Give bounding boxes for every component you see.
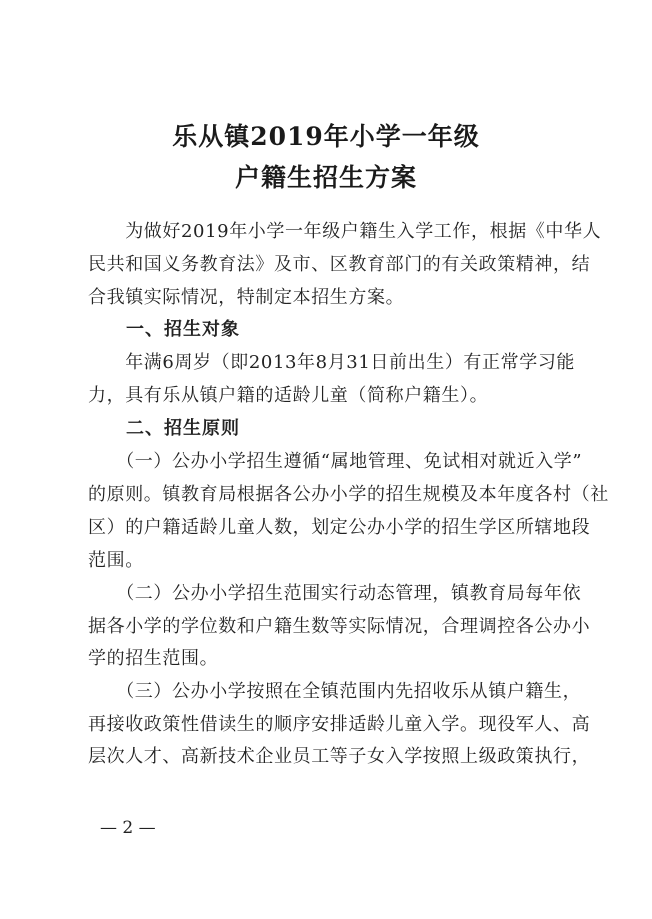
- paragraph-line: 层次人才、高新技术企业员工等子女入学按照上级政策执行，: [88, 746, 591, 767]
- document-title-line-1: 乐从镇2019年小学一年级: [172, 122, 480, 151]
- paragraph-line: 为做好2019年小学一年级户籍生入学工作，根据《中华人: [88, 221, 602, 242]
- section-heading: 二、招生原则: [88, 418, 240, 439]
- paragraph-line: （一）公办小学招生遵循“属地管理、免试相对就近入学”: [88, 451, 583, 472]
- document-title-line-2: 户籍生招生方案: [234, 163, 417, 192]
- page-number: — 2 —: [100, 818, 156, 838]
- paragraph-line: 再接收政策性借读生的顺序安排适龄儿童入学。现役军人、高: [88, 714, 591, 735]
- paragraph-line: 力，具有乐从镇户籍的适龄儿童（简称户籍生）。: [88, 385, 489, 406]
- paragraph-line: （二）公办小学招生范围实行动态管理，镇教育局每年依: [88, 583, 582, 604]
- paragraph-line: 据各小学的学位数和户籍生数等实际情况，合理调控各公办小: [88, 616, 591, 637]
- paragraph-line: 合我镇实际情况，特制定本招生方案。: [88, 287, 405, 308]
- paragraph-line: 学的招生范围。: [88, 648, 219, 669]
- paragraph-line: 民共和国义务教育法》及市、区教育部门的有关政策精神，结: [88, 254, 591, 275]
- paragraph-line: 区）的户籍适龄儿童人数，划定公办小学的招生学区所辖地段: [88, 517, 591, 538]
- paragraph-line: （三）公办小学按照在全镇范围内先招收乐从镇户籍生，: [88, 681, 582, 702]
- section-heading: 一、招生对象: [88, 319, 240, 340]
- paragraph-line: 范围。: [88, 550, 144, 571]
- paragraph-line: 的原则。镇教育局根据各公办小学的招生规模及本年度各村（社: [88, 484, 609, 505]
- paragraph-line: 年满6周岁（即2013年8月31日前出生）有正常学习能: [88, 352, 576, 373]
